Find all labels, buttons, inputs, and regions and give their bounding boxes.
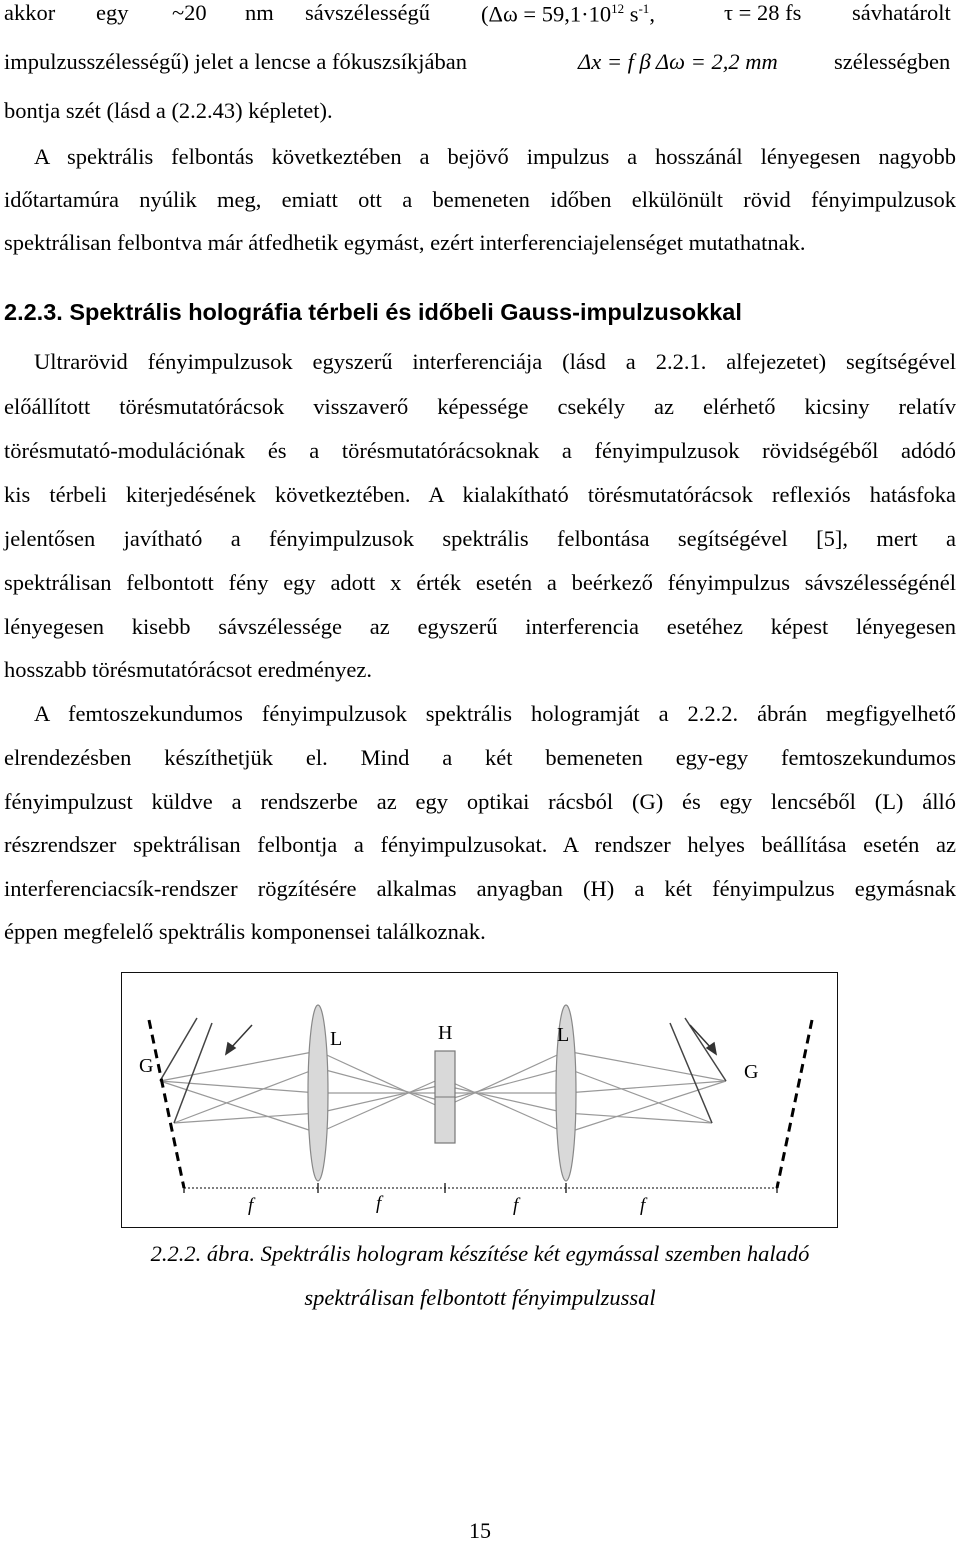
label-focal-length: f xyxy=(376,1193,382,1214)
formula-text: (Δω = 59,1·10 xyxy=(481,1,612,27)
paragraph-line: részrendszer spektrálisan felbontja a fényimpulzusokat. A rendszer helyes beállítása esetén az xyxy=(4,832,956,857)
grating-left xyxy=(149,1020,184,1188)
paragraph-line: elrendezésben készíthetjük el. Mind a két bemeneten egy-egy femtoszekundumos xyxy=(4,745,956,770)
formula-delta-omega: ($\Delta\omega = 59,1\cdot 10^{12}$ $s^{-1}$, xyxy=(481,1,655,27)
paragraph-line: időtartamúra nyúlik meg, emiatt ott a bemeneten időben elkülönült rövid fényimpulzusok xyxy=(4,187,956,212)
label-focal-length: f xyxy=(640,1195,646,1216)
formula-exponent: 12 xyxy=(611,1,625,16)
paragraph-line: jelentősen javítható a fényimpulzusok spektrális felbontása segítségével [5], mert a xyxy=(4,526,956,551)
paragraph-line: fényimpulzust küldve a rendszerbe az egy optikai rácsból (G) és egy lencséből (L) álló xyxy=(4,789,956,814)
label-focal-length: f xyxy=(513,1195,519,1216)
optical-diagram xyxy=(122,973,836,1226)
word: sávszélességű xyxy=(305,0,430,25)
paragraph-line: A spektrális felbontás következtében a bejövő impulzus a hosszánál lényegesen nagyobb xyxy=(34,144,956,169)
lens-left xyxy=(308,1005,328,1181)
section-heading: 2.2.3. Spektrális holográfia térbeli és időbeli Gauss-impulzusokkal xyxy=(4,299,742,325)
paragraph-line: éppen megfelelő spektrális komponensei találkoznak. xyxy=(4,919,486,944)
grating-right xyxy=(777,1020,812,1188)
label-focal-length: f xyxy=(248,1195,254,1216)
label-lens-right: L xyxy=(557,1024,570,1046)
paragraph-line: interferenciacsík-rendszer rögzítésére alkalmas anyagban (H) a két fényimpulzus egymásnak xyxy=(4,876,956,901)
text: bontja szét (lásd a (2.2.43) képletet). xyxy=(4,98,333,123)
beam-arrows xyxy=(226,1025,716,1054)
paragraph-line: törésmutató-modulációnak és a törésmutatórácsoknak a fényimpulzusok rövidségéből adódó xyxy=(4,438,956,463)
label-grating-right: G xyxy=(744,1061,759,1083)
paragraph-line: hosszabb törésmutatórácsot eredményez. xyxy=(4,657,372,682)
text: szélességben xyxy=(834,49,951,74)
figure-caption-line1: 2.2.2. ábra. Spektrális hologram készítése két egymással szemben haladó xyxy=(150,1241,810,1266)
figure-caption-line2: spektrálisan felbontott fényimpulzussal xyxy=(304,1285,656,1310)
formula-delta-x: Δx = f β Δω = 2,2 mm xyxy=(578,49,778,74)
word: akkor xyxy=(4,0,56,25)
paragraph-line: Ultrarövid fényimpulzusok egyszerű interferenciája (lásd a 2.2.1. alfejezetet) segítségével xyxy=(34,349,956,374)
formula-unit: s xyxy=(629,1,639,27)
paragraph-line: A femtoszekundumos fényimpulzusok spektrális hologramját a 2.2.2. ábrán megfigyelhető xyxy=(34,701,956,726)
text: impulzusszélességű) jelet a lencse a fókuszsíkjában xyxy=(4,49,467,74)
formula-unit-exponent: -1 xyxy=(638,1,650,16)
paragraph-line: kis térbeli kiterjedésének következtében. A kialakítható törésmutatórácsok reflexiós hatásfoka xyxy=(4,482,956,507)
word: sávhatárolt xyxy=(852,0,951,25)
paragraph-line: előállított törésmutatórácsok visszaverő képessége csekély az elérhető kicsiny relatív xyxy=(4,394,956,419)
page-number: 15 xyxy=(469,1518,491,1543)
paragraph1-line3 xyxy=(4,100,956,123)
label-hologram: H xyxy=(438,1022,453,1044)
word: ~20 xyxy=(172,0,207,25)
word: nm xyxy=(245,0,274,25)
paragraph-line: lényegesen kisebb sávszélessége az egyszerű interferencia esetéhez képest lényegesen xyxy=(4,614,956,639)
word: egy xyxy=(96,0,129,25)
formula-tau: τ = 28 fs xyxy=(724,0,802,25)
paragraph-line: spektrálisan felbontva már átfedhetik egymást, ezért interferenciajelenséget mutathatnak. xyxy=(4,230,806,255)
paragraph-line: spektrálisan felbontott fény egy adott x érték esetén a beérkező fényimpulzus sávszélességénél xyxy=(4,570,956,595)
label-grating-left: G xyxy=(139,1055,154,1077)
optical-setup-figure xyxy=(121,972,838,1228)
label-lens-left: L xyxy=(330,1028,343,1050)
